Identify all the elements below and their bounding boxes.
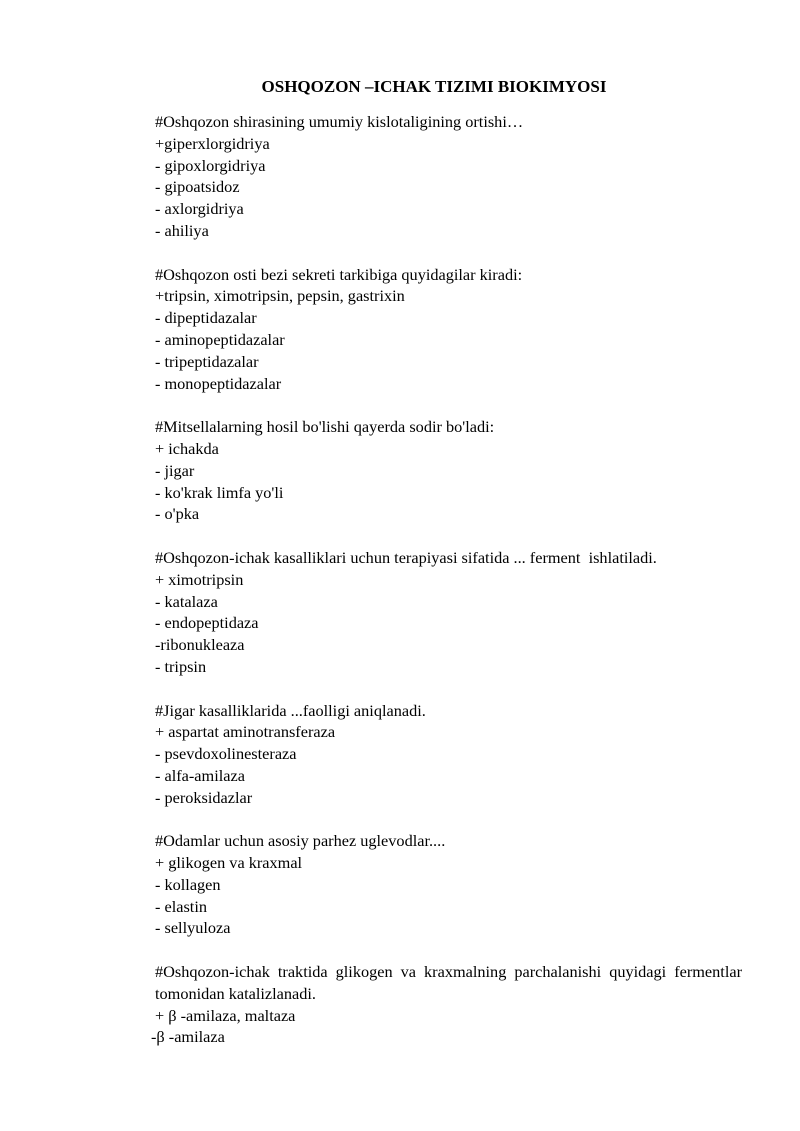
- answer-option: - dipeptidazalar: [155, 308, 257, 328]
- answer-option: +tripsin, ximotripsin, pepsin, gastrixin: [155, 286, 405, 306]
- answer-option: - kollagen: [155, 874, 221, 894]
- answer-option: +giperxlorgidriya: [155, 133, 270, 153]
- answer-option: - peroksidazlar: [155, 787, 253, 807]
- answer-option: - alfa-amilaza: [155, 765, 245, 785]
- answer-option: -β -amilaza: [151, 1027, 225, 1047]
- question-text: #Mitsellalarning hosil bo'lishi qayerda sodir bo'ladi:: [155, 417, 495, 437]
- question-7: [151, 961, 742, 1048]
- document-title: OSHQOZON –ICHAK TIZIMI BIOKIMYOSI: [261, 77, 607, 96]
- answer-option: - ko'krak limfa yo'li: [155, 482, 284, 502]
- answer-option: + glikogen va kraxmal: [155, 853, 303, 873]
- answer-option: + ximotripsin: [155, 569, 244, 589]
- answer-option: - tripeptidazalar: [155, 351, 259, 371]
- answer-option: - jigar: [155, 460, 195, 480]
- answer-option: - gipoatsidoz: [155, 177, 240, 197]
- question-4: [155, 547, 742, 678]
- question-6: [155, 830, 742, 939]
- answer-option: - psevdoxolinesteraza: [155, 744, 297, 764]
- answer-option: - aminopeptidazalar: [155, 329, 285, 349]
- answer-option: + aspartat aminotransferaza: [155, 722, 336, 742]
- question-text: #Odamlar uchun asosiy parhez uglevodlar....: [155, 831, 446, 851]
- answer-option: + ichakda: [155, 438, 219, 458]
- answer-option: - o'pka: [155, 504, 200, 524]
- question-text: #Oshqozon-ichak kasalliklari uchun terapiyasi sifatida ... ferment ishlatiladi.: [155, 547, 657, 567]
- question-text: #Jigar kasalliklarida ...faolligi aniqlanadi.: [155, 700, 426, 720]
- answer-option: - ahiliya: [155, 220, 209, 240]
- answer-option: - monopeptidazalar: [155, 373, 282, 393]
- answer-option: - endopeptidaza: [155, 613, 259, 633]
- question-2: [155, 264, 742, 395]
- question-text: #Oshqozon-ichak traktida glikogen va kraxmalning parchalanishi quyidagi fermentlar tomonidan katalizlanadi.: [155, 962, 742, 1003]
- question-1: [155, 111, 742, 242]
- question-list: [151, 111, 742, 1048]
- question-text: #Oshqozon osti bezi sekreti tarkibiga quyidagilar kiradi:: [155, 264, 523, 284]
- answer-option: - katalaza: [155, 591, 218, 611]
- answer-option: + β -amilaza, maltaza: [155, 1005, 296, 1025]
- answer-option: - sellyuloza: [155, 918, 231, 938]
- answer-option: - axlorgidriya: [155, 199, 244, 219]
- answer-option: - tripsin: [155, 656, 207, 676]
- question-text: #Oshqozon shirasining umumiy kislotaligining ortishi…: [155, 112, 524, 131]
- answer-option: - elastin: [155, 896, 207, 916]
- question-5: [155, 700, 742, 809]
- question-3: [155, 416, 742, 525]
- answer-option: - gipoxlorgidriya: [155, 155, 266, 175]
- answer-option: -ribonukleaza: [155, 635, 245, 655]
